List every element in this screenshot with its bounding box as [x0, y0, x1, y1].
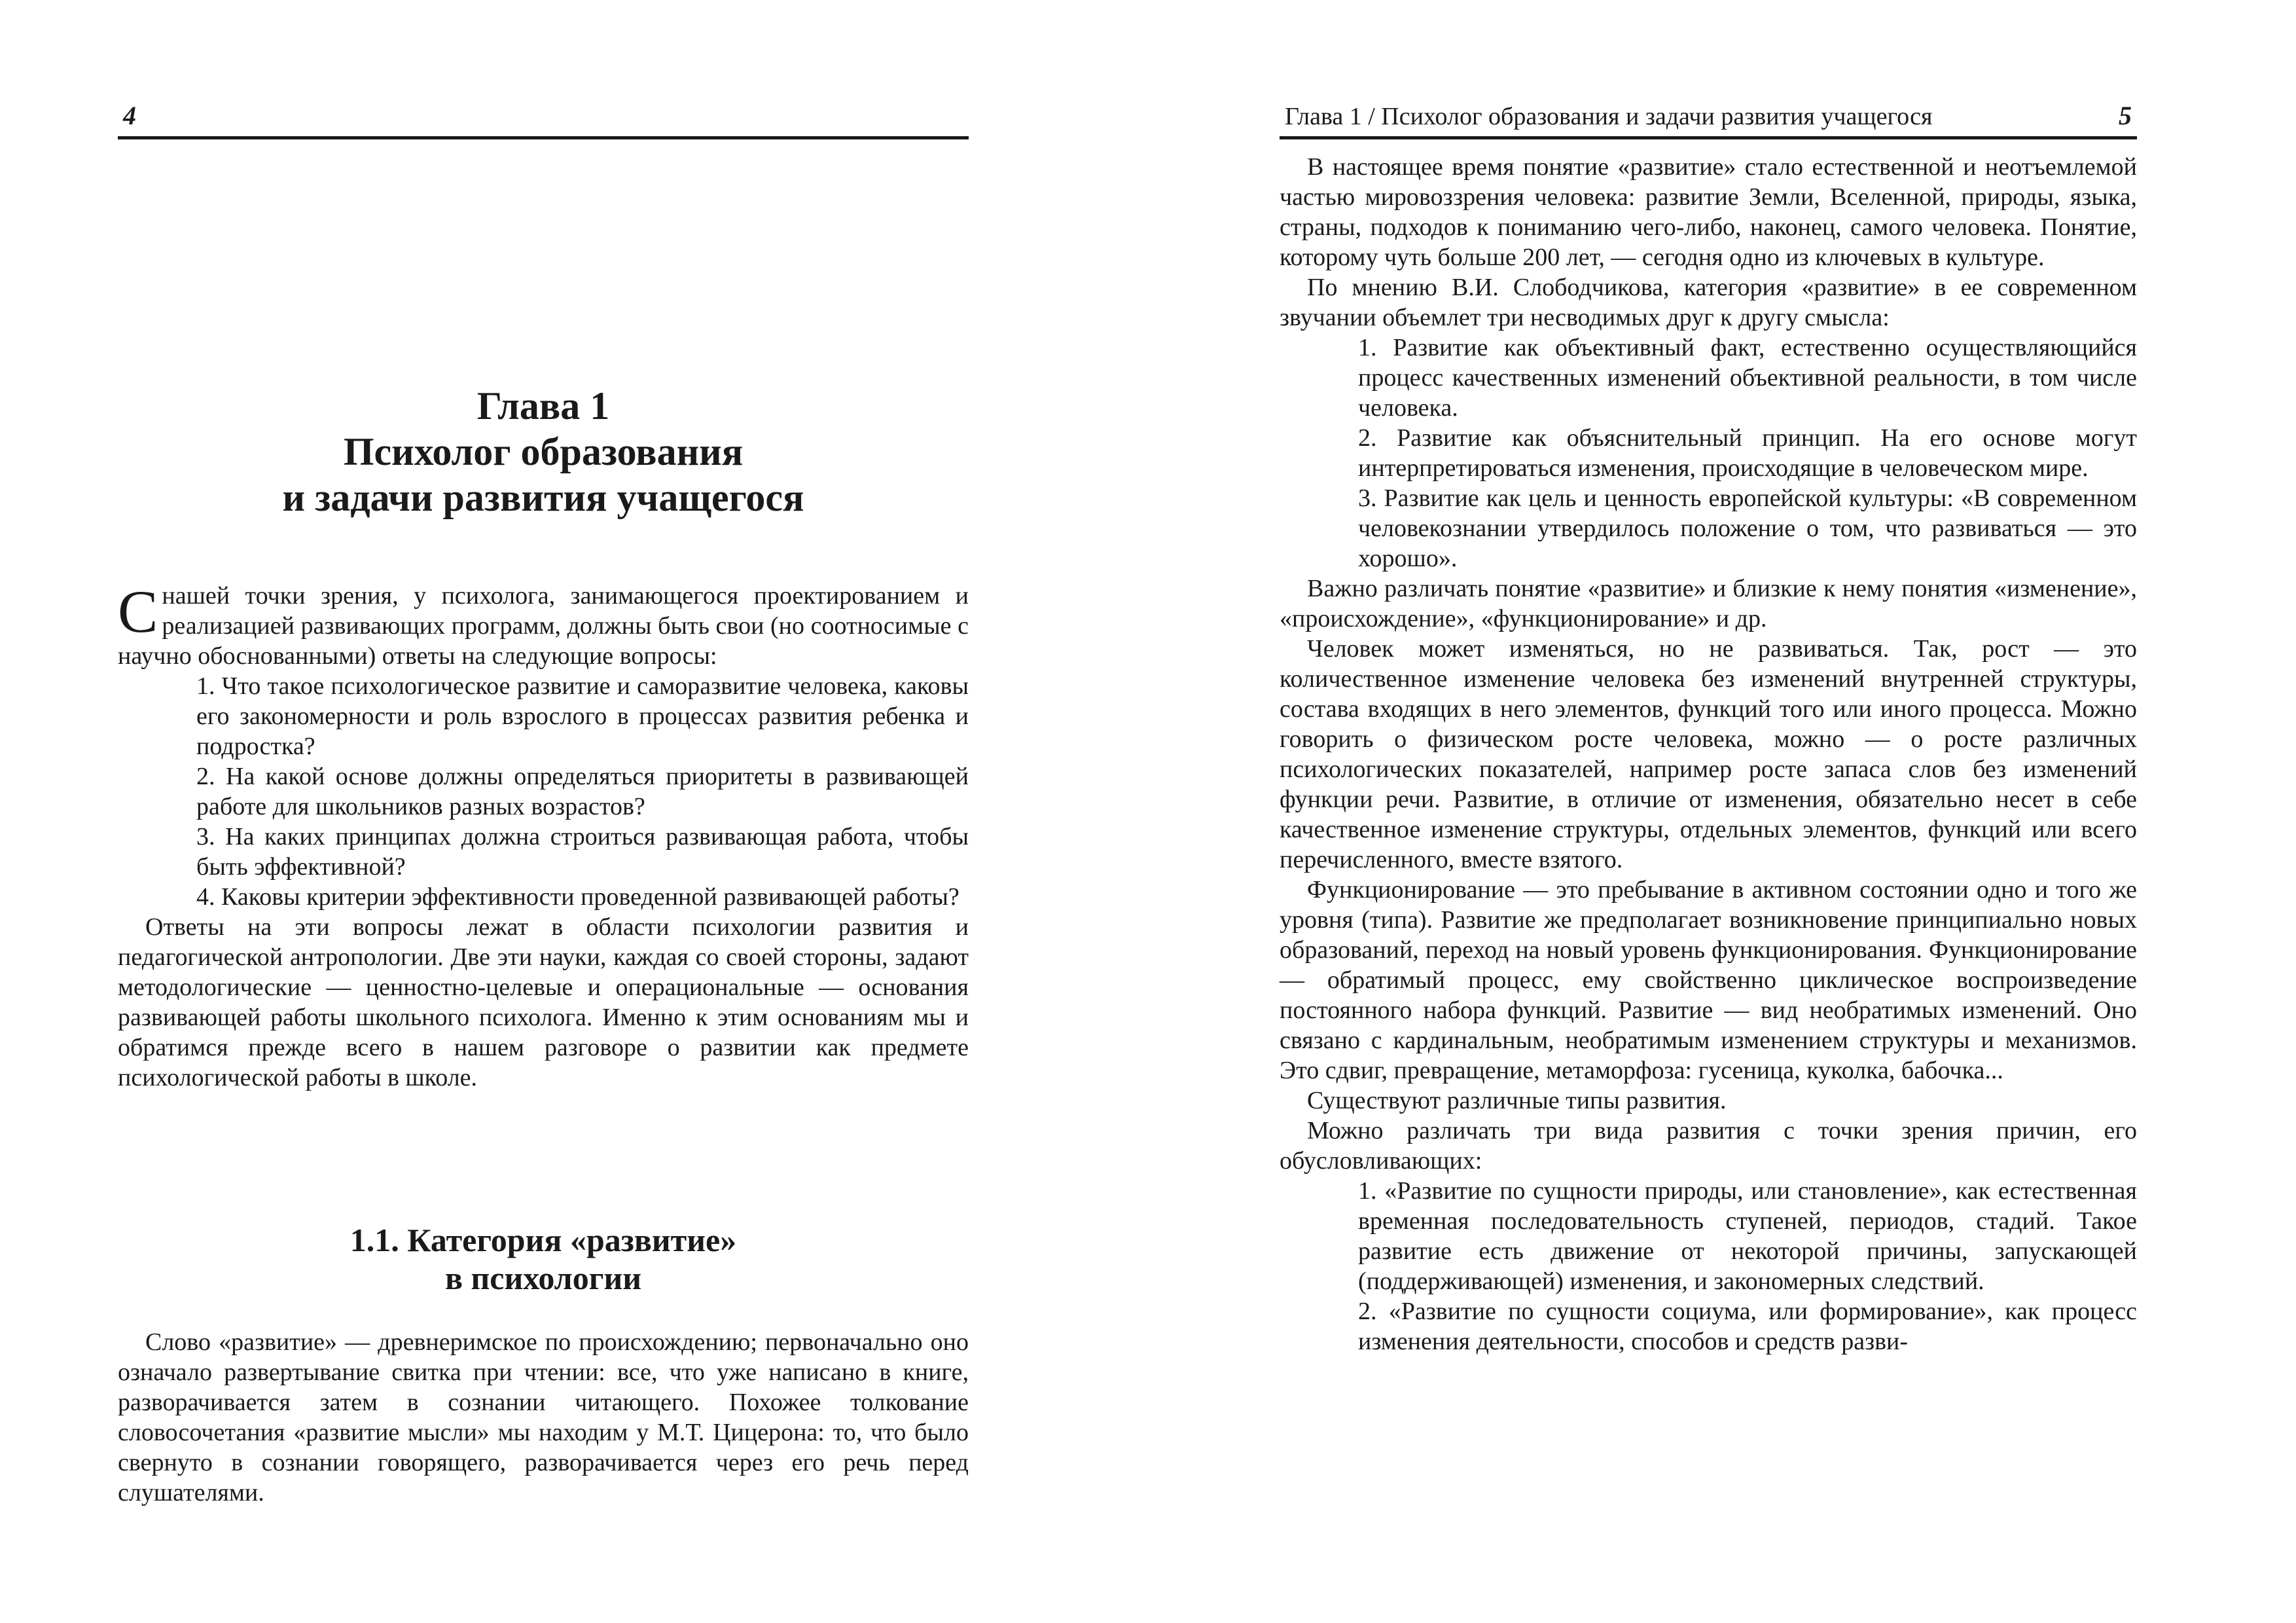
answers-paragraph: Ответы на эти вопросы лежат в области психологии развития и педагогической антропологии. Две эти науки, каждая со своей стороны, задают методологические — ценностно-целевые и операциональные — основания развивающей работы школьного психолога. Именно к этим основаниям мы и обратимся прежде всего в нашем разговоре о развитии как предмете психологической работы в школе.	[118, 913, 969, 1091]
intro-text: нашей точки зрения, у психолога, занимающегося проектированием и реализацией развивающих программ, должны быть свои (но соотносимые с научно обоснованными) ответы на следующие вопросы:	[118, 582, 969, 670]
chapter-heading-line: Психолог образования	[343, 430, 744, 473]
body-paragraph: Человек может изменяться, но не развиваться. Так, рост — это количественное изменение человека без изменений внутренней структуры, состава входящих в него элементов, функций того или иного процесса. Можно говорить о физическом росте человека, можно — о росте различных психологических показателей, например росте запаса слов без изменений функции речи. Развитие, в отличие от изменения, обязательно несет в себе качественное изменение структуры, отдельных элементов, функций или всего перечисленного, вместе взятого.	[1280, 635, 2137, 873]
question-item: 2. На какой основе должны определяться приоритеты в развивающей работе для школьников разных возрастов?	[196, 763, 969, 820]
body-paragraph: Важно различать понятие «развитие» и близкие к нему понятия «изменение», «происхождение», «функционирование» и др.	[1280, 575, 2137, 632]
chapter-heading-line: Глава 1	[476, 384, 610, 428]
chapter-heading-line: и задачи развития учащегося	[282, 476, 804, 519]
left-running-head	[118, 97, 969, 139]
meaning-item: 1. Развитие как объективный факт, естественно осуществляющийся процесс качественных изменений объективной реальности, в том числе человека.	[1358, 334, 2137, 422]
body-paragraph: В настоящее время понятие «развитие» стало естественной и неотъемлемой частью мировоззрения человека: развитие Земли, Вселенной, природы, языка, страны, подходов к пониманию чего-либо, наконец, самого человека. Понятие, которому чуть больше 200 лет, — сегодня одно из ключевых в культуре.	[1280, 153, 2137, 271]
left-page-number: 4	[123, 101, 136, 130]
running-title: Глава 1 / Психолог образования и задачи развития учащегося	[1285, 103, 1933, 130]
body-paragraph: Можно различать три вида развития с точки зрения причин, его обусловливающих:	[1280, 1117, 2137, 1175]
question-item: 3. На каких принципах должна строиться развивающая работа, чтобы быть эффективной?	[196, 823, 969, 881]
intro-paragraph	[118, 578, 969, 671]
chapter-heading	[118, 383, 969, 520]
meaning-item: 3. Развитие как цель и ценность европейской культуры: «В современном человекознании утвердилось положение о том, что развиваться — это хорошо».	[1358, 484, 2137, 572]
right-body	[1280, 152, 2137, 1357]
right-running-head	[1280, 97, 2137, 139]
question-item: 4. Каковы критерии эффективности проведенной развивающей работы?	[196, 883, 960, 911]
right-page	[1280, 0, 2137, 1623]
right-page-number: 5	[2119, 101, 2132, 130]
body-paragraph: По мнению В.И. Слободчикова, категория «развитие» в ее современном звучании объемлет три несводимых друг к другу смысла:	[1280, 274, 2137, 331]
development-type-item: 2. «Развитие по сущности социума, или формирование», как процесс изменения деятельности, способов и средств разви-	[1358, 1298, 2137, 1355]
question-item: 1. Что такое психологическое развитие и саморазвитие человека, каковы его закономерности и роль взрослого в процессах развития ребенка и подростка?	[196, 672, 969, 760]
body-paragraph: Функционирование — это пребывание в активном состоянии одно и того же уровня (типа). Развитие же предполагает возникновение принципиально новых образований, переход на новый уровень функционирования. Функционирование — обратимый процесс, ему свойственно циклическое воспроизведение постоянного набора функций. Развитие — вид необратимых изменений. Оно связано с кардинальным, необратимым изменением структуры и механизмов. Это сдвиг, превращение, метаморфоза: гусеница, куколка, бабочка...	[1280, 876, 2137, 1084]
meaning-item: 2. Развитие как объяснительный принцип. На его основе могут интерпретироваться изменения, происходящие в человеческом мире.	[1358, 424, 2137, 482]
intro-block	[118, 578, 969, 1093]
section-heading	[118, 1221, 969, 1297]
body-paragraph: Существуют различные типы развития.	[1307, 1087, 1727, 1114]
drop-cap: С	[118, 578, 158, 645]
section-heading-line: в психологии	[444, 1260, 642, 1296]
left-page	[118, 0, 969, 1623]
section-paragraph: Слово «развитие» — древнеримское по происхождению; первоначально оно означало развертывание свитка при чтении: все, что уже написано в книге, разворачивается затем в сознании читающего. Похожее толкование словосочетания «развитие мысли» мы находим у М.Т. Цицерона: то, что было свернуто в сознании говорящего, разворачивается через его речь перед слушателями.	[118, 1328, 969, 1506]
section-heading-line: 1.1. Категория «развитие»	[350, 1222, 737, 1258]
section-block	[118, 1327, 969, 1508]
development-type-item: 1. «Развитие по сущности природы, или становление», как естественная временная последовательность ступеней, периодов, стадий. Такое развитие есть движение от некоторой причины, запускающей (поддерживающей) изменения, и закономерных следствий.	[1358, 1177, 2137, 1295]
